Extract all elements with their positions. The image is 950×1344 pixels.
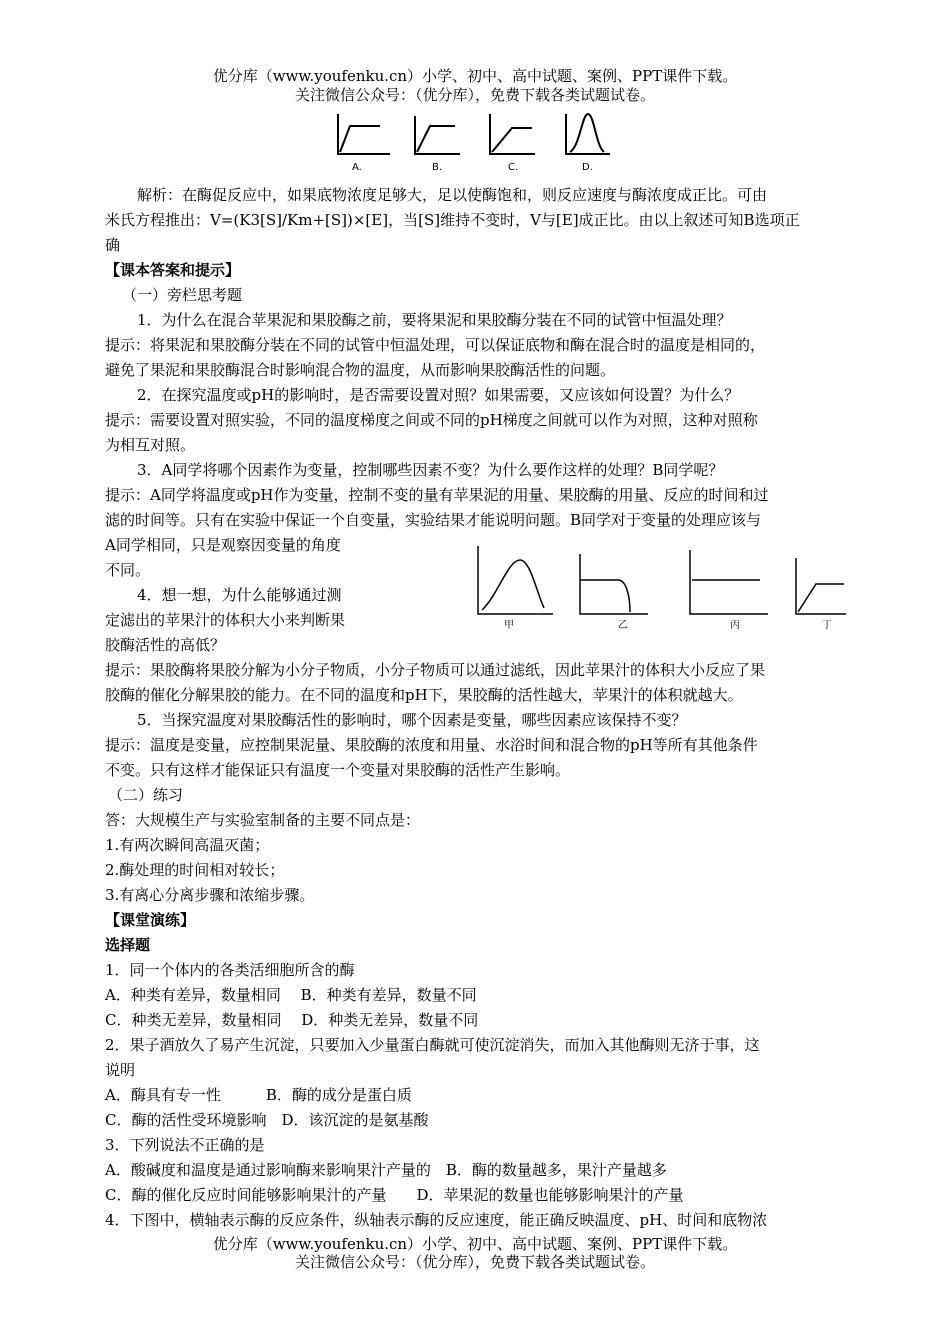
subsection-margin-questions: （一）旁栏思考题 [122,286,243,304]
label-c: C. [508,162,519,173]
answer-item-2: 2.酶处理的时间相对较长； [105,861,285,879]
mc-question-2-options-ab: A．酶具有专一性 B．酶的成分是蛋白质 [105,1086,412,1104]
label-d: D. [582,162,593,173]
subsection-exercises: （二）练习 [108,786,184,804]
hint-1-line-2: 避免了果泥和果胶酶混合时影响混合物的温度，从而影响果胶酶活性的问题。 [105,361,616,379]
question-5: 5．当探究温度对果胶酶活性的影响时，哪个因素是变量，哪些因素应该保持不变？ [137,711,687,729]
curve-jia [478,546,553,614]
analysis-line-2: 米氏方程推出：V=(K3[S]/Km+[S])×[E]，当[S]维持不变时，V与[E]成正比。由以上叙述可知B选项正 [105,211,800,229]
mc-question-3-options-ab: A．酸碱度和温度是通过影响酶来影响果汁产量的 B．酶的数量越多，果汁产量越多 [105,1161,667,1179]
mc-question-1-options-ab: A．种类有差异，数量相同 B．种类有差异，数量不同 [105,986,477,1004]
mc-question-1-options-cd: C．种类无差异，数量相同 D．种类无差异，数量不同 [105,1011,479,1029]
hint-4-line-1: 提示：果胶酶将果胶分解为小分子物质，小分子物质可以通过滤纸，因此苹果汁的体积大小反应了果 [105,661,766,679]
question-2: 2．在探究温度或pH的影响时，是否需要设置对照？如果需要，又应该如何设置？为什么？ [137,386,740,404]
hint-3-line-4: 不同。 [105,561,151,579]
mc-question-1: 1．同一个体内的各类活细胞所含的酶 [105,961,355,979]
label-jia: 甲 [504,620,514,631]
hint-3-line-2: 滤的时间等。只有在实验中保证一个自变量，实验结果才能说明问题。B同学对于变量的处理应该与 [105,511,762,529]
exercise-answer: 答：大规模生产与实验室制备的主要不同点是： [105,811,421,829]
figure-curves-abcd [330,106,620,174]
mc-question-3: 3．下列说法不正确的是 [105,1136,265,1154]
mc-question-2-options-cd: C．酶的活性受环境影响 D．该沉淀的是氨基酸 [105,1111,429,1129]
question-1: 1．为什么在混合苹果泥和果胶酶之前，要将果泥和果胶酶分装在不同的试管中恒温处理？ [137,311,732,329]
curve-a [338,114,390,154]
hint-4-line-2: 胶酶的催化分解果胶的能力。在不同的温度和pH下，果胶酶的活性越大，苹果汁的体积就越大。 [105,686,743,704]
curve-ding [796,558,846,614]
curve-bing [690,550,768,614]
question-3: 3．A同学将哪个因素作为变量，控制哪些因素不变？为什么要作这样的处理？B同学呢？ [137,461,724,479]
mc-question-2-line-2: 说明 [105,1061,136,1079]
question-4-line-2: 定滤出的苹果汁的体积大小来判断果 [105,611,346,629]
curve-c [490,114,535,154]
analysis-line-3: 确 [105,236,121,254]
hint-2-line-1: 提示：需要设置对照实验，不同的温度梯度之间或不同的pH梯度之间就可以作为对照，这种对照称 [105,411,758,429]
curve-d [566,114,610,154]
analysis-line-1: 解析：在酶促反应中，如果底物浓度足够大，足以使酶饱和，则反应速度与酶浓度成正比。可由 [137,186,768,204]
answer-item-1: 1.有两次瞬间高温灭菌； [105,836,270,854]
header-line-2: 关注微信公众号：（优分库），免费下载各类试题试卷。 [294,86,655,104]
mc-question-2-line-1: 2．果子酒放久了易产生沉淀，只要加入少量蛋白酶就可使沉淀消失，而加入其他酶则无济于事，这 [105,1036,760,1054]
hint-1-line-1: 提示：将果泥和果胶酶分装在不同的试管中恒温处理，可以保证底物和酶在混合时的温度是相同的， [105,336,766,354]
label-bing: 丙 [730,620,740,631]
hint-3-line-3: A同学相同，只是观察因变量的角度 [105,536,341,554]
footer-line-1: 优分库（www.youfenku.cn）小学、初中、高中试题、案例、PPT课件下载。 [212,1235,738,1253]
footer-line-2: 关注微信公众号：（优分库），免费下载各类试题试卷。 [294,1253,655,1271]
hint-3-line-1: 提示：A同学将温度或pH作为变量，控制不变的量有苹果泥的用量、果胶酶的用量、反应的时间和过 [105,486,769,504]
figure-curves-jia-yi-bing-ding [468,540,848,632]
subsection-multiple-choice: 选择题 [105,936,151,954]
question-4-line-1: 4．想一想，为什么能够通过测 [137,586,342,604]
header-line-1: 优分库（www.youfenku.cn）小学、初中、高中试题、案例、PPT课件下载。 [212,67,738,85]
label-ding: 丁 [822,620,832,631]
question-4-line-3: 胶酶活性的高低？ [105,636,226,654]
hint-5-line-2: 不变。只有这样才能保证只有温度一个变量对果胶酶的活性产生影响。 [105,761,571,779]
mc-question-3-options-cd: C．酶的催化反应时间能够影响果汁的产量 D．苹果泥的数量也能够影响果汁的产量 [105,1186,684,1204]
section-title-classroom-practice: 【课堂演练】 [105,911,196,929]
curve-yi [580,554,648,614]
hint-5-line-1: 提示：温度是变量，应控制果泥量、果胶酶的浓度和用量、水浴时间和混合物的pH等所有其他条件 [105,736,758,754]
mc-question-4: 4．下图中，横轴表示酶的反应条件，纵轴表示酶的反应速度，能正确反映温度、pH、时间和底物浓 [105,1211,768,1229]
answer-item-3: 3.有离心分离步骤和浓缩步骤。 [105,886,315,904]
hint-2-line-2: 为相互对照。 [105,436,196,454]
curve-b [415,116,460,154]
label-yi: 乙 [618,620,628,631]
section-title-textbook-answers: 【课本答案和提示】 [105,261,241,279]
label-b: B. [432,162,443,173]
label-a: A. [352,162,362,173]
